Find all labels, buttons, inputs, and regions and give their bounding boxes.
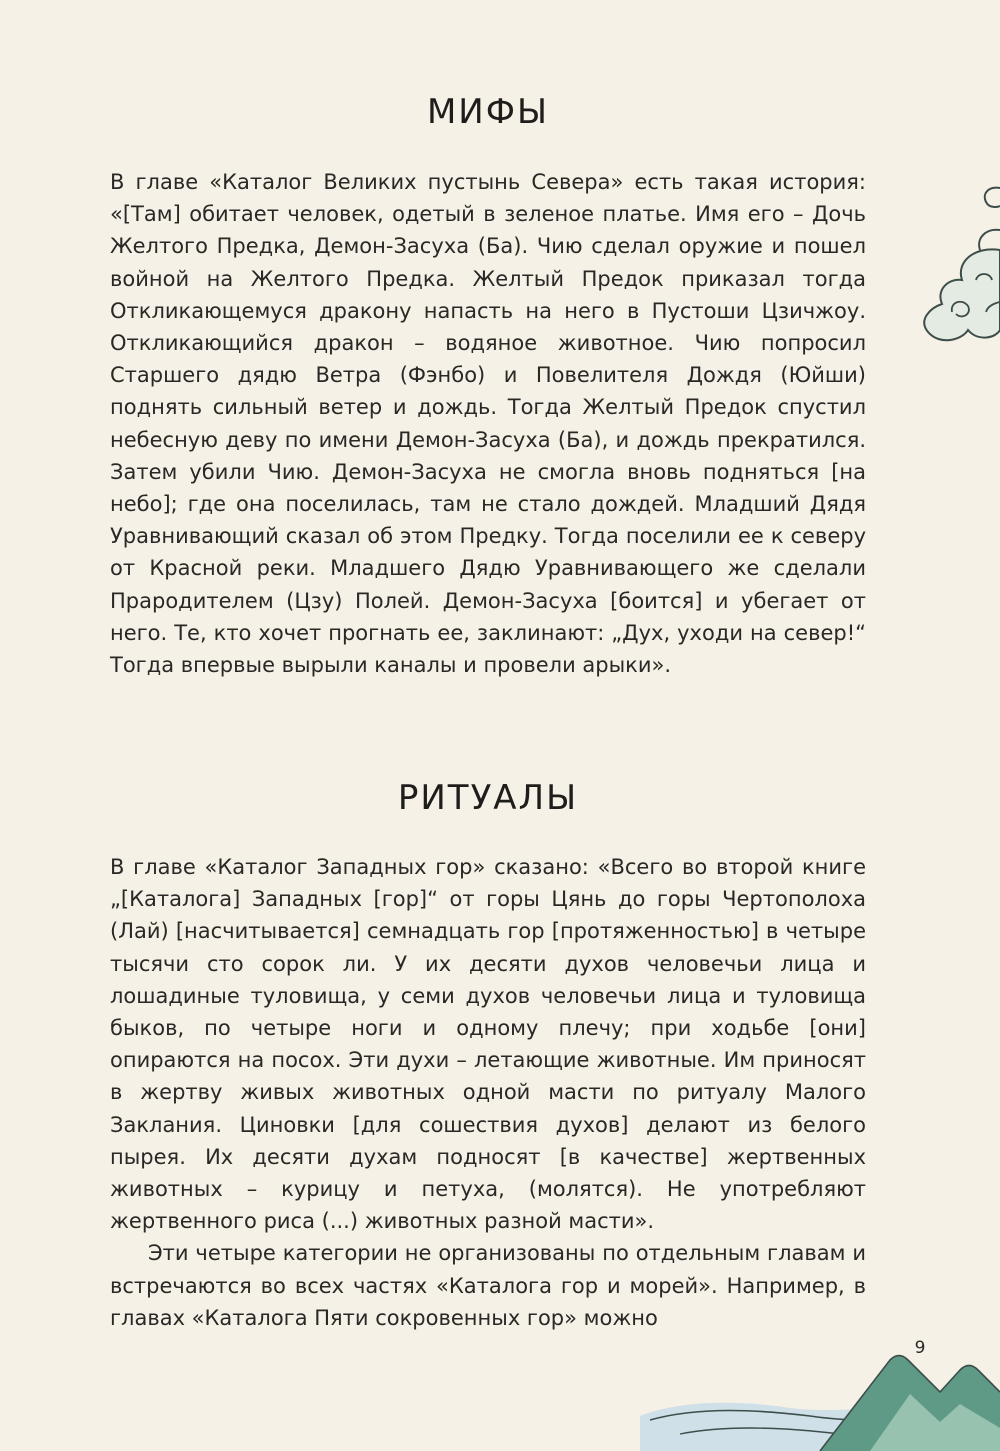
mountain-landscape-icon (640, 1330, 1000, 1451)
myths-paragraph-1: В главе «Каталог Великих пустынь Севера» есть такая история: «[Там] обитает человек, одетый в зеленое платье. Имя его – Дочь Желтого Предка, Демон-Засуха (Ба). Чию сделал оружие и пошел войной на Желтого Предка. Желтый Предок приказал тогда Откликающемуся дракону напасть на него в Пустоши Цзичжоу. Откликающийся дракон – водяное животное. Чию попросил Старшего дядю Ветра (Фэнбо) и Повелителя Дождя (Юйши) поднять сильный ветер и дождь. Тогда Желтый Предок спустил небесную деву по имени Демон-Засуха (Ба), и дождь прекратился. Затем убили Чию. Демон-Засуха не смогла вновь подняться [на небо]; где она поселилась, там не стало дождей. Младший Дядя Уравнивающий сказал об этом Предку. Тогда поселили ее к северу от Красной реки. Младшего Дядю Уравнивающего же сделали Прародителем (Цзу) Полей. Демон-Засуха [боится] и убегает от него. Те, кто хочет прогнать ее, заклинают: „Дух, уходи на север!“ Тогда впервые вырыли каналы и провели арыки». (110, 170, 866, 678)
section-title-myths: МИФЫ (426, 92, 550, 132)
rituals-paragraph-1: В главе «Каталог Западных гор» сказано: «Всего во второй книге „[Каталога] Западных [гор]“ от горы Цянь до горы Чертополоха (Лай) [насчитывается] семнадцать гор [протяженностью] в четыре тысячи сто сорок ли. У их десяти духов человечьи лица и лошадиные туловища, у семи духов человечьи лица и туловища быков, по четыре ноги и одному плечу; при ходьбе [они] опираются на посох. Эти духи – летающие животные. Им приносят в жертву живых животных одной масти по ритуалу Малого Заклания. Циновки [для сошествия духов] делают из белого пырея. Их десяти духам подносят [в качестве] жертвенных животных – курицу и петуха, (молятся). Не употребляют жертвенного риса (...) животных разной масти». (110, 855, 866, 1234)
rituals-body (110, 851, 866, 1334)
cloud-ornament-icon (890, 180, 1000, 380)
page-number: 9 (914, 1338, 926, 1358)
section-title-rituals: РИТУАЛЫ (397, 778, 579, 818)
myths-body (110, 166, 866, 681)
rituals-paragraph-2: Эти четыре категории не организованы по отдельным главам и встречаются во всех частях «Каталога гор и морей». Например, в главах «Каталога Пяти сокровенных гор» можно (110, 1241, 866, 1330)
